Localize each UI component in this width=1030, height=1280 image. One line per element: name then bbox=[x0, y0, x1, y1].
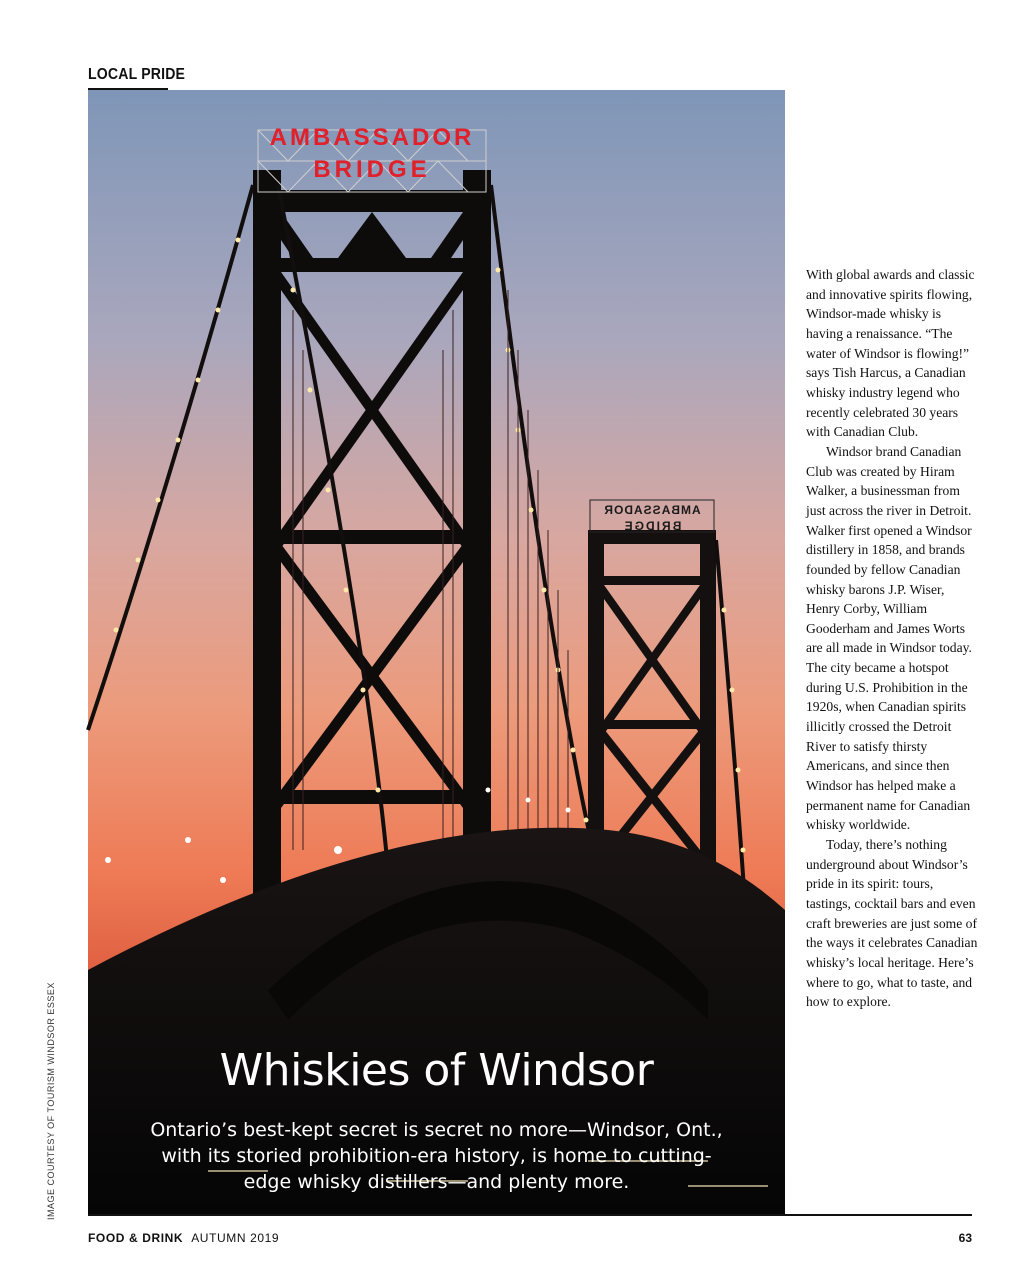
far-sign-line2: BRIDGE bbox=[622, 519, 682, 533]
body-paragraph-3: Today, there’s nothing underground about Windsor’s pride in its spirit: tours, tastings, cocktail bars and even craft breweries are just some of the ways it celebrates Canadian whisky’s local heritage. Here’s where to go, what to taste, and how to explore. bbox=[806, 837, 978, 1010]
headline-divider bbox=[424, 1216, 450, 1219]
far-sign-line1: AMBASSADOR bbox=[603, 503, 701, 517]
article-deck: Ontario’s best-kept secret is secret no more—Windsor, Ont., with its storied prohibition-era history, is home to cutting-edge whisky distillers—and plenty more. bbox=[150, 1119, 723, 1193]
page-number: 63 bbox=[958, 1231, 972, 1245]
near-sign-line2: BRIDGE bbox=[313, 156, 431, 183]
body-paragraph-2: Windsor brand Canadian Club was created by Hiram Walker, a businessman from just across the river in Detroit. Walker first opened a Windsor distillery in 1858, and brands founded by fellow Canadian whisky barons J.P. Wiser, Henry Corby, William Gooderham and James Worts are all made in Windsor today. The city became a hotspot during U.S. Prohibition in the 1920s, when Canadian spirits illicitly crossed the Detroit River to satisfy thirsty Americans, and since then Windsor has helped make a permanent name for Canadian whisky worldwide. bbox=[806, 443, 972, 833]
footer-rule bbox=[88, 1214, 972, 1216]
issue-date: AUTUMN 2019 bbox=[191, 1231, 280, 1245]
footer-folio bbox=[88, 1231, 279, 1245]
publication-name: FOOD & DRINK bbox=[88, 1231, 184, 1245]
article-body bbox=[806, 265, 978, 1012]
article-byline: BY CHARLENE ROOKE | PHOTOGRAPHY BY JAMES TSE bbox=[279, 1242, 594, 1254]
near-sign-line1: AMBASSADOR bbox=[269, 124, 475, 151]
section-label: LOCAL PRIDE bbox=[88, 66, 186, 83]
article-headline: Whiskies of Windsor bbox=[219, 1045, 654, 1096]
body-paragraph-1: With global awards and classic and innovative spirits flowing, Windsor-made whisky is having a renaissance. “The water of Windsor is flowing!” says Tish Harcus, a Canadian whisky industry legend who recently celebrated 30 years with Canadian Club. bbox=[806, 267, 975, 440]
photo-credit: IMAGE COURTESY OF TOURISM WINDSOR ESSEX bbox=[46, 982, 56, 1220]
